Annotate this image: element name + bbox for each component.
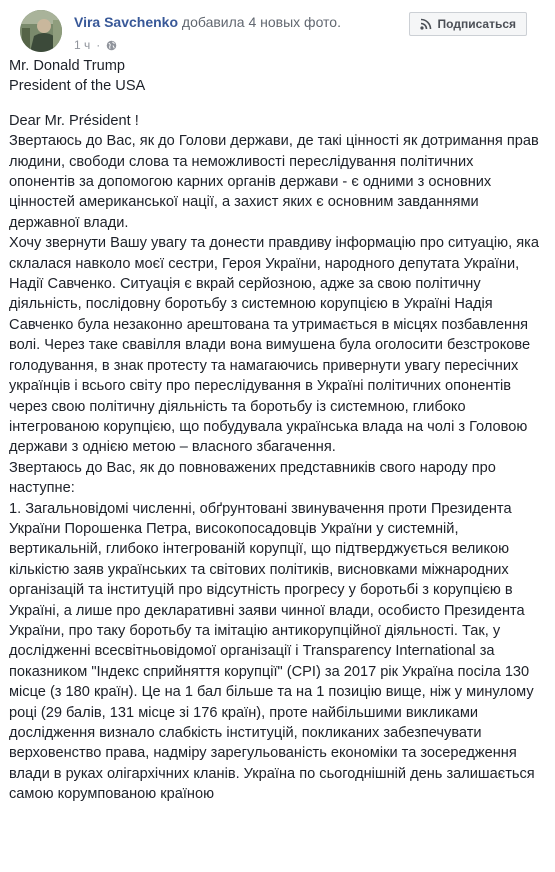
letter-greeting: Dear Mr. Président ! (9, 112, 139, 129)
subscribe-button[interactable] (409, 12, 527, 36)
author-avatar[interactable] (20, 10, 62, 52)
avatar-photo-icon (20, 10, 62, 52)
subscribe-label: Подписаться (437, 17, 516, 31)
letter-addressee: Mr. Donald Trump (9, 58, 125, 74)
meta-separator: · (96, 38, 101, 52)
paragraph-gap (9, 97, 543, 111)
post-action-text: добавила 4 новых фото. (181, 14, 341, 30)
post-meta (74, 37, 117, 53)
post-header (12, 0, 543, 56)
post-timestamp[interactable]: 1 ч (74, 38, 91, 52)
author-line (74, 13, 341, 31)
globe-icon[interactable] (106, 40, 117, 51)
letter-paragraph: Хочу звернути Вашу увагу та донести правдиву інформацію про ситуацію, яка склалася навколо моєї сестри, Героя України, народного депутата України, Надії Савченко. Ситуація є вкрай серйозною, адже за свою політичну діяльність, послідовну боротьбу з системною корупцією в Україні Надія Савченко була незаконно арештована та утримається в місцях позбавлення волі. Через таке свавілля влади вона вимушена була оголосити безстрокове голодування, в знак протесту та намагаючись привернути увагу пересічних українців і всього світу про переслідування в Україні політичних опонентів через свою політичну діяльність та боротьбу із системною, глибоко інтегрованою корупцією, що побудувала українська влада на чолі з Головою держави з однією метою – власного збагачення. (9, 235, 543, 456)
post-body (9, 56, 543, 805)
letter-paragraph: Звертаюсь до Вас, як до Голови держави, де такі цінності як дотримання прав людини, свободи слова та неможливості переслідування політичних опонентів за допомогою карних органів держави - є одними з основних цінностей американської нації, а захист яких є основним завданнями державної влади. (9, 133, 543, 231)
rss-icon (420, 18, 432, 30)
letter-addressee-title: President of the USA (9, 78, 146, 95)
author-name-link[interactable]: Vira Savchenko (74, 14, 179, 30)
letter-paragraph: 1. Загальновідомі численні, обґрунтовані звинувачення проти Президента України Порошенка Петра, високопосадовців України у системній, вертикальній, глибоко інтегрованій корупції, що підтверджується великою кількістю заяв українських та світових політиків, висновками міжнародних організацій та інституцій про відсутність прогресу у боротьбі з корупцією в Україні, а лише про декларативні заяви чинної влади, особисто Президента України, про таку боротьбу та імітацію антикорупційної діяльності. Так, у дослідженні всесвітньовідомої організації і Transparency International за показником "Індекс сприйняття корупції" (CPI) за 2017 рік Україна посіла 130 місце (з 180 країн). Це на 1 бал більше та на 1 позицію вище, ніж у минулому році (29 балів, 131 місце зі 176 країн), проте найбільшими викликами дослідження визнало слабкість інституцій, покликаних забезпечувати верховенство права, надміру зарегульованість економіки та зосередження влади в руках олігархічних кланів. Україна по сьогоднішній день залишається самою корумпованою країною (9, 500, 539, 803)
letter-paragraph: Звертаюсь до Вас, як до повноважених представників свого народу про наступне: (9, 459, 500, 497)
